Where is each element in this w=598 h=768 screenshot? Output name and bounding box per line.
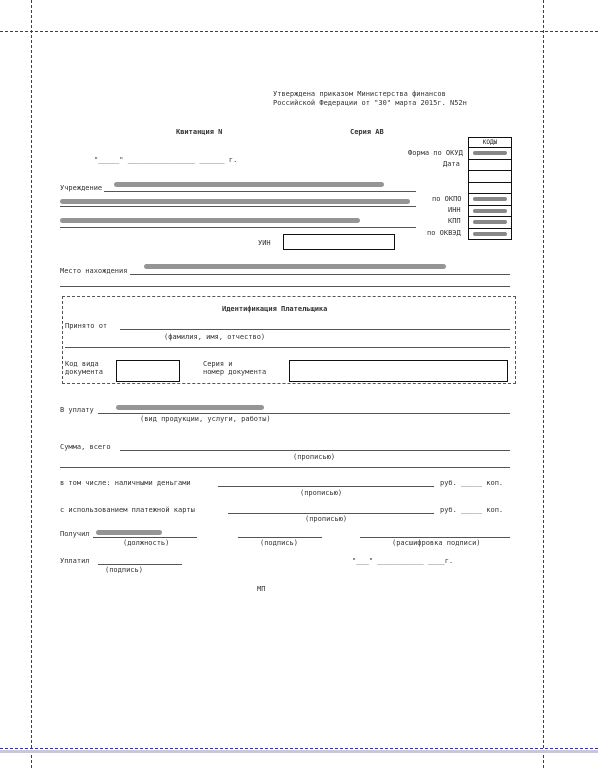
okved-label: по ОКВЭД [427,229,461,237]
card-label: с использованием платежной карты [60,506,195,514]
receipt-date: "_____" ________________ ______ г. [94,156,238,164]
received-position [96,530,162,535]
doc-number-label-2: номер документа [203,368,267,376]
page-bottom-strip [0,750,598,753]
doc-number-label-1: Серия и [203,360,233,368]
top-margin-guide [0,31,598,32]
inn-cell[interactable] [469,205,511,217]
location-value [144,264,446,269]
position-caption: (должность) [123,539,170,547]
card-line[interactable] [228,513,434,514]
card-caption: (прописью) [305,515,348,523]
doc-type-label-2: документа [65,368,103,376]
cash-line[interactable] [218,486,434,487]
cash-label: в том числе: наличными деньгами [60,479,191,487]
stamp-place: МП [257,585,266,593]
accepted-from-line-2 [65,347,510,348]
doc-type-label-1: Код вида [65,360,99,368]
kpp-label: КПП [448,217,461,225]
okpo-label: по ОКПО [432,195,462,203]
payment-for-line[interactable] [98,413,510,414]
cash-caption: (прописью) [300,489,343,497]
payment-for-value [116,405,264,410]
cash-rub: руб. [440,479,457,487]
payment-for-caption: (вид продукции, услуги, работы) [140,415,271,423]
received-label: Получил [60,530,90,538]
institution-name-2 [60,199,410,204]
left-margin-guide [31,0,32,768]
institution-line-2 [60,206,416,207]
uin-field[interactable] [283,234,395,250]
bottom-margin-guide [0,748,598,749]
date-label: Дата [443,160,460,168]
accepted-from-line[interactable] [120,329,510,330]
doc-type-field[interactable] [116,360,180,382]
paid-signature-line[interactable] [98,564,182,565]
institution-label: Учреждение [60,184,103,192]
codes-header: КОДЫ [482,139,498,146]
date-cell[interactable] [469,159,511,171]
okved-cell[interactable] [469,228,511,240]
kpp-cell[interactable] [469,216,511,228]
right-margin-guide [543,0,544,768]
card-kop: _____ коп. [461,506,504,514]
paid-date: "___" ___________ ____г. [352,557,454,565]
approval-line-1: Утверждена приказом Министерства финансов [273,90,446,98]
accepted-from-caption: (фамилия, имя, отчество) [164,333,266,341]
location-line-2 [60,286,510,287]
signature-line[interactable] [238,537,322,538]
sum-line-2 [60,467,510,468]
okud-cell[interactable] [469,147,511,159]
institution-line-3 [60,227,416,228]
institution-name-3 [60,218,360,223]
position-line[interactable] [93,537,197,538]
payment-for-label: В уплату [60,406,94,414]
institution-line-1 [104,191,416,192]
decode-caption: (расшифровка подписи) [392,539,481,547]
paid-label: Уплатил [60,557,90,565]
card-rub: руб. [440,506,457,514]
signature-caption: (подпись) [260,539,298,547]
inn-label: ИНН [448,206,461,214]
receipt-title: Квитанция N [176,128,223,136]
okpo-cell[interactable] [469,193,511,205]
institution-name-1 [114,182,384,187]
doc-number-field[interactable] [289,360,508,382]
decode-line[interactable] [360,537,510,538]
cash-kop: _____ коп. [461,479,504,487]
paid-caption: (подпись) [105,566,143,574]
payer-title: Идентификация Плательщика [222,305,328,313]
approval-line-2: Российской Федерации от "30" марта 2015г. N52н [273,99,467,107]
empty-cell-2[interactable] [469,182,511,194]
uin-label: УИН [258,239,271,247]
sum-label: Сумма, всего [60,443,111,451]
sum-caption: (прописью) [293,453,336,461]
okud-label: Форма по ОКУД [408,149,463,157]
empty-cell-1[interactable] [469,170,511,182]
location-label: Место нахождения [60,267,128,275]
receipt-series: Серия АВ [350,128,384,136]
codes-table [468,137,512,240]
sum-line[interactable] [120,450,510,451]
location-line [130,274,510,275]
accepted-from-label: Принято от [65,322,108,330]
